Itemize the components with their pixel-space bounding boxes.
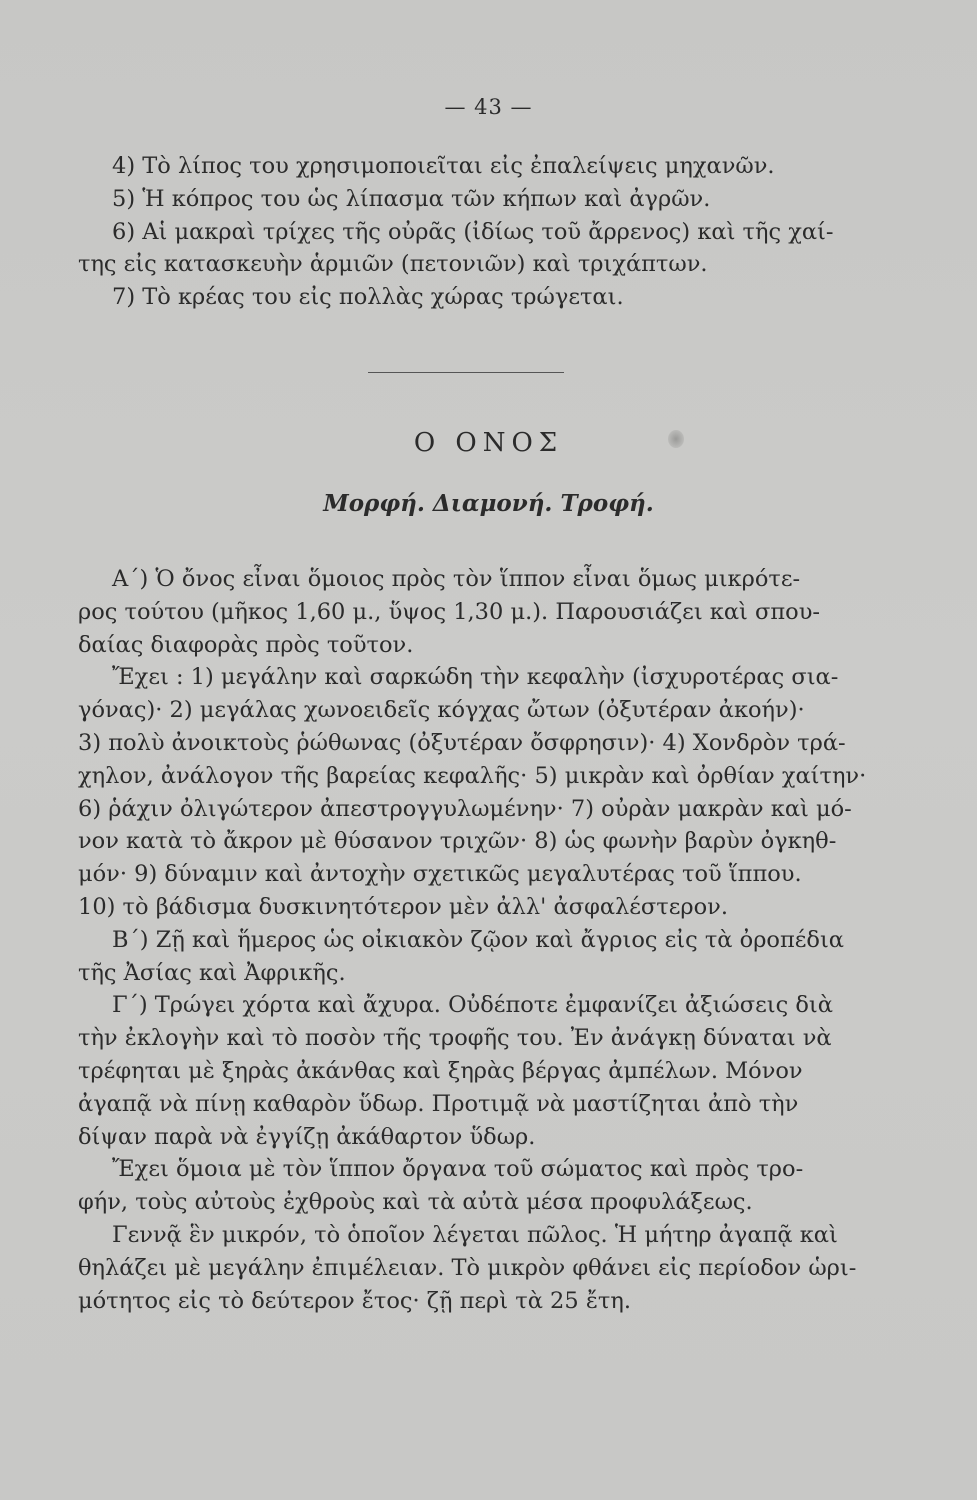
text-line: δίψαν παρὰ νὰ ἐγγίζῃ ἀκάθαρτον ὕδωρ. bbox=[78, 1123, 536, 1150]
text-line: 6) Αἱ μακραὶ τρίχες τῆς οὐρᾶς (ἰδίως τοῦ ἄρρενος) καὶ τῆς χαί- bbox=[112, 218, 834, 245]
text-line: 6) ῥάχιν ὀλιγώτερον ἀπεστρογγυλωμένην· 7) οὐρὰν μακρὰν καὶ μό- bbox=[78, 795, 852, 822]
text-line: δαίας διαφορὰς πρὸς τοῦτον. bbox=[78, 631, 414, 658]
text-line: ἀγαπᾷ νὰ πίνῃ καθαρὸν ὕδωρ. Προτιμᾷ νὰ μαστίζηται ἀπὸ τὴν bbox=[78, 1090, 799, 1117]
text-line: 5) Ἡ κόπρος του ὡς λίπασμα τῶν κήπων καὶ ἀγρῶν. bbox=[112, 185, 711, 212]
text-line: Γ΄) Τρώγει χόρτα καὶ ἄχυρα. Οὐδέποτε ἐμφανίζει ἀξιώσεις διὰ bbox=[112, 992, 833, 1019]
top-list bbox=[78, 150, 898, 314]
text-line: Ἔχει : 1) μεγάλην καὶ σαρκώδη τὴν κεφαλὴν (ἰσχυροτέρας σια- bbox=[112, 664, 839, 691]
text-line: τρέφηται μὲ ξηρὰς ἀκάνθας καὶ ξηρὰς βέργας ἀμπέλων. Μόνον bbox=[78, 1057, 803, 1084]
text-line: Ἔχει ὅμοια μὲ τὸν ἵππον ὄργανα τοῦ σώματος καὶ πρὸς τρο- bbox=[112, 1156, 804, 1183]
section-divider bbox=[368, 372, 564, 373]
text-line: χηλον, ἀνάλογον τῆς βαρείας κεφαλῆς· 5) μικρὰν καὶ ὀρθίαν χαίτην· bbox=[78, 762, 867, 789]
text-line: της εἰς κατασκευὴν ἁρμιῶν (πετονιῶν) καὶ τριχάπτων. bbox=[78, 251, 708, 278]
ink-smudge bbox=[668, 430, 684, 448]
text-line: μότητος εἰς τὸ δεύτερον ἔτος· ζῇ περὶ τὰ 25 ἔτη. bbox=[78, 1287, 631, 1314]
text-line: 7) Τὸ κρέας του εἰς πολλὰς χώρας τρώγεται. bbox=[112, 284, 624, 311]
text-line: τῆς Ἀσίας καὶ Ἀφρικῆς. bbox=[78, 959, 346, 986]
text-line: νον κατὰ τὸ ἄκρον μὲ θύσανον τριχῶν· 8) ὡς φωνὴν βαρὺν ὀγκηθ- bbox=[78, 828, 837, 855]
text-line: Γεννᾷ ἓν μικρόν, τὸ ὁποῖον λέγεται πῶλος. Ἡ μήτηρ ἀγαπᾷ καὶ bbox=[112, 1221, 838, 1248]
page-number: — 43 — bbox=[444, 95, 533, 119]
text-line: μόν· 9) δύναμιν καὶ ἀντοχὴν σχετικῶς μεγαλυτέρας τοῦ ἵππου. bbox=[78, 861, 802, 888]
text-line: γόνας)· 2) μεγάλας χωνοειδεῖς κόγχας ὤτων (ὀξυτέραν ἀκοήν)· bbox=[78, 697, 805, 724]
text-line: 4) Τὸ λίπος του χρησιμοποιεῖται εἰς ἐπαλείψεις μηχανῶν. bbox=[112, 153, 775, 179]
text-line: Α΄) Ὁ ὄνος εἶναι ὅμοιος πρὸς τὸν ἵππον εἶναι ὅμως μικρότε- bbox=[112, 566, 801, 592]
text-line: Β΄) Ζῇ καὶ ἥμερος ὡς οἰκιακὸν ζῷον καὶ ἄγριος εἰς τὰ ὀροπέδια bbox=[112, 926, 844, 953]
text-line: 3) πολὺ ἀνοικτοὺς ῥώθωνας (ὀξυτέραν ὄσφρησιν)· 4) Χονδρὸν τρά- bbox=[78, 729, 846, 756]
text-line: φήν, τοὺς αὐτοὺς ἐχθροὺς καὶ τὰ αὐτὰ μέσα προφυλάξεως. bbox=[78, 1189, 753, 1216]
body-text bbox=[78, 563, 898, 1317]
text-line: θηλάζει μὲ μεγάλην ἐπιμέλειαν. Τὸ μικρὸν φθάνει εἰς περίοδον ὡρι- bbox=[78, 1254, 857, 1281]
text-line: 10) τὸ βάδισμα δυσκινητότερον μὲν ἀλλ' ἀσφαλέστερον. bbox=[78, 893, 728, 920]
chapter-title: Ο ΟΝΟΣ bbox=[413, 428, 564, 458]
text-line: ρος τούτου (μῆκος 1,60 μ., ὕψος 1,30 μ.). Παρουσιάζει καὶ σπου- bbox=[78, 598, 820, 625]
text-line: τὴν ἐκλογὴν καὶ τὸ ποσὸν τῆς τροφῆς του. Ἐν ἀνάγκῃ δύναται νὰ bbox=[78, 1025, 832, 1052]
chapter-subtitle: Μορφή. Διαμονή. Τροφή. bbox=[323, 490, 654, 517]
